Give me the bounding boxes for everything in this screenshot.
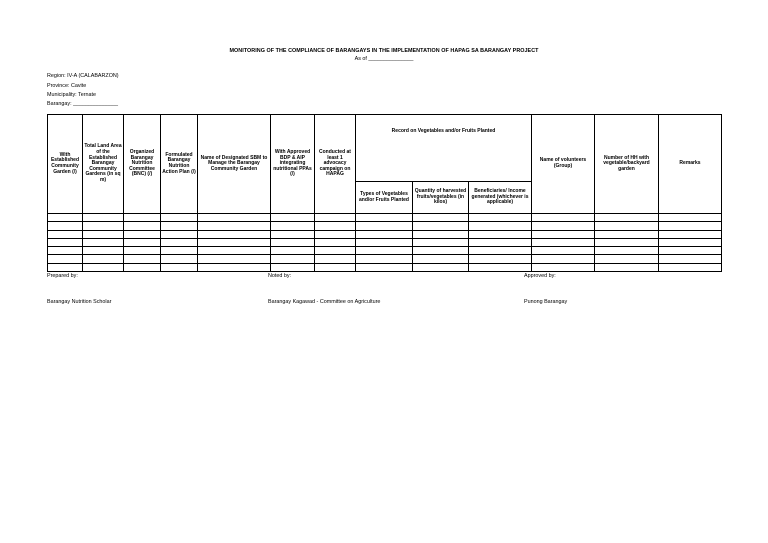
table-cell[interactable] [198,222,271,230]
table-cell[interactable] [198,238,271,246]
col-nutrition-action-plan: Formulated Barangay Nutrition Action Plan (/) [161,115,198,214]
table-cell[interactable] [595,238,659,246]
table-cell[interactable] [532,214,595,222]
table-cell[interactable] [356,263,413,271]
table-row [48,263,722,271]
table-cell[interactable] [413,222,469,230]
table-cell[interactable] [161,247,198,255]
table-cell[interactable] [469,247,532,255]
table-row [48,214,722,222]
table-cell[interactable] [315,222,356,230]
table-cell[interactable] [315,247,356,255]
table-cell[interactable] [469,238,532,246]
table-cell[interactable] [356,230,413,238]
table-cell[interactable] [595,214,659,222]
table-cell[interactable] [198,214,271,222]
table-cell[interactable] [356,238,413,246]
table-cell[interactable] [315,238,356,246]
table-cell[interactable] [198,230,271,238]
table-cell[interactable] [48,214,83,222]
table-cell[interactable] [595,230,659,238]
municipality-label: Municipality: Ternate [47,92,97,98]
table-cell[interactable] [413,230,469,238]
table-row [48,238,722,246]
table-cell[interactable] [48,238,83,246]
table-cell[interactable] [315,263,356,271]
barangay-label: Barangay: _______________ [47,101,119,107]
table-cell[interactable] [271,214,315,222]
table-cell[interactable] [532,247,595,255]
table-cell[interactable] [161,238,198,246]
table-cell[interactable] [83,214,124,222]
table-cell[interactable] [469,230,532,238]
table-cell[interactable] [161,255,198,263]
table-cell[interactable] [124,238,161,246]
col-designated-sbm: Name of Designated SBM to Manage the Barangay Community Garden [198,115,271,214]
table-cell[interactable] [413,247,469,255]
col-volunteers: Name of volunteers (Group) [532,115,595,214]
table-cell[interactable] [271,238,315,246]
table-cell[interactable] [48,247,83,255]
table-cell[interactable] [83,238,124,246]
table-cell[interactable] [413,255,469,263]
table-cell[interactable] [271,230,315,238]
table-cell[interactable] [198,255,271,263]
table-cell[interactable] [271,222,315,230]
table-cell[interactable] [356,247,413,255]
table-cell[interactable] [659,238,722,246]
table-cell[interactable] [124,214,161,222]
table-cell[interactable] [83,230,124,238]
document-title: MONITORING OF THE COMPLIANCE OF BARANGAYS IN THE IMPLEMENTATION OF HAPAG SA BARANGAY PROJECT [229,48,539,54]
table-cell[interactable] [469,263,532,271]
province-label: Province: Cavite [47,83,87,89]
table-cell[interactable] [198,247,271,255]
col-established-garden: With Established Community Garden (/) [48,115,83,214]
table-cell[interactable] [124,247,161,255]
table-cell[interactable] [83,255,124,263]
table-cell[interactable] [124,230,161,238]
table-row [48,222,722,230]
table-cell[interactable] [595,222,659,230]
subcol-types-planted: Types of Vegetables and/or Fruits Planted [356,182,413,214]
table-cell[interactable] [315,230,356,238]
table-cell[interactable] [271,247,315,255]
table-cell[interactable] [595,255,659,263]
table-cell[interactable] [413,214,469,222]
table-cell[interactable] [48,230,83,238]
table-cell[interactable] [161,214,198,222]
col-advocacy-campaign: Conducted at least 1 advocacy campaign on HAPAG [315,115,356,214]
table-cell[interactable] [271,255,315,263]
subcol-quantity-harvested: Quantity of harvested fruits/vegetables (in kilos) [413,182,469,214]
table-cell[interactable] [469,222,532,230]
table-cell[interactable] [659,230,722,238]
approved-by-label: Approved by: [524,273,556,279]
table-cell[interactable] [595,263,659,271]
noted-by-title: Barangay Kagawad - Committee on Agriculture [268,299,381,305]
table-cell[interactable] [659,263,722,271]
table-cell[interactable] [532,238,595,246]
table-cell[interactable] [469,255,532,263]
table-cell[interactable] [532,222,595,230]
table-row [48,247,722,255]
col-record-vegetables: Record on Vegetables and/or Fruits Planted [356,115,532,182]
table-cell[interactable] [124,263,161,271]
table-cell[interactable] [532,263,595,271]
table-row [48,230,722,238]
table-cell[interactable] [161,263,198,271]
monitoring-table [47,114,722,272]
region-label: Region: IV-A (CALABARZON) [47,73,119,79]
table-cell[interactable] [659,214,722,222]
table-cell[interactable] [659,247,722,255]
col-organized-bnc: Organized Barangay Nutrition Committee (BNC) (/) [124,115,161,214]
table-cell[interactable] [356,255,413,263]
col-remarks: Remarks [659,115,722,214]
approved-by-title: Punong Barangay [524,299,568,305]
col-total-land-area: Total Land Area of the Established Barangay Community Gardens (in sq m) [83,115,124,214]
table-cell[interactable] [356,214,413,222]
table-cell[interactable] [413,263,469,271]
table-cell[interactable] [83,247,124,255]
table-row [48,255,722,263]
table-cell[interactable] [659,255,722,263]
table-cell[interactable] [532,255,595,263]
noted-by-label: Noted by: [268,273,292,279]
table-cell[interactable] [124,222,161,230]
table-cell[interactable] [48,255,83,263]
table-cell[interactable] [315,255,356,263]
table-cell[interactable] [315,214,356,222]
prepared-by-title: Barangay Nutrition Scholar [47,299,112,305]
col-hh-garden: Number of HH with vegetable/backyard garden [595,115,659,214]
table-cell[interactable] [356,222,413,230]
table-cell[interactable] [198,263,271,271]
table-cell[interactable] [48,222,83,230]
as-of-line: As of _______________ [354,56,414,62]
table-cell[interactable] [161,230,198,238]
table-cell[interactable] [595,247,659,255]
col-approved-bdp-aip: With Approved BDP & AIP integrating nutritional PPAs (/) [271,115,315,214]
table-cell[interactable] [48,263,83,271]
table-cell[interactable] [659,222,722,230]
table-cell[interactable] [532,230,595,238]
table-cell[interactable] [413,238,469,246]
prepared-by-label: Prepared by: [47,273,78,279]
table-cell[interactable] [124,255,161,263]
table-cell[interactable] [271,263,315,271]
table-cell[interactable] [161,222,198,230]
table-cell[interactable] [83,263,124,271]
table-cell[interactable] [469,214,532,222]
subcol-beneficiaries: Beneficiaries/ Income generated (whichever is applicable) [469,182,532,214]
table-cell[interactable] [83,222,124,230]
